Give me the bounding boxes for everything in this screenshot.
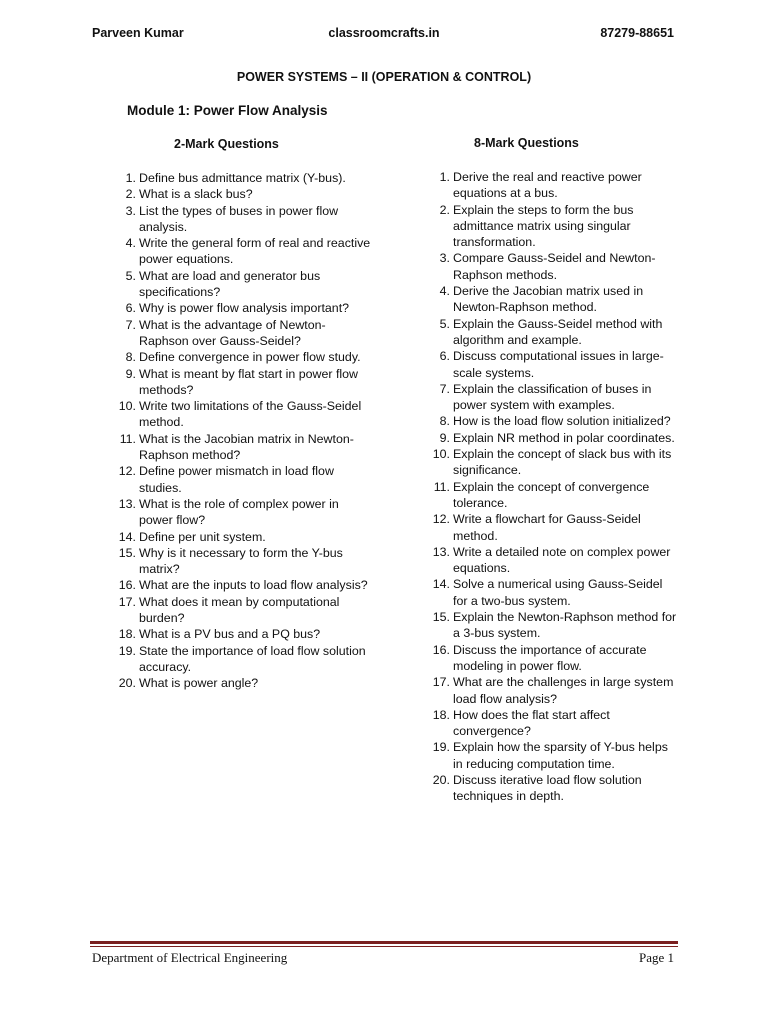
question-number: 14. [118,529,136,544]
question-text: Why is it necessary to form the Y-bus matrix? [139,545,343,577]
question-number: 11. [433,479,450,494]
question-item [112,349,374,365]
document-title: POWER SYSTEMS – II (OPERATION & CONTROL) [236,70,532,84]
question-item [426,544,678,577]
question-number: 10. [432,447,450,462]
question-number: 8. [125,350,136,365]
question-text: How is the load flow solution initialized? [453,414,671,429]
question-item [112,366,374,399]
question-number: 8. [439,414,450,429]
question-text: Explain NR method in polar coordinates. [453,430,675,445]
question-item [112,431,374,464]
question-item [112,496,374,529]
question-item [112,300,374,316]
question-text: What is a slack bus? [139,187,253,202]
question-number: 1. [439,170,450,184]
question-text: Explain the steps to form the bus admittance matrix using singular transformation. [453,202,634,250]
two-mark-question-list [112,170,374,692]
two-mark-heading: 2-Mark Questions [174,137,279,151]
question-text: Define convergence in power flow study. [139,350,361,365]
question-number: 2. [439,202,450,217]
question-number: 9. [439,430,450,445]
question-item [112,577,374,593]
question-number: 3. [439,251,450,266]
eight-mark-heading: 8-Mark Questions [474,136,579,150]
module-heading: Module 1: Power Flow Analysis [127,103,328,118]
footer-rule-thin [90,946,678,947]
question-text: Compare Gauss-Seidel and Newton-Raphson methods. [453,251,656,282]
question-item [426,169,678,202]
question-text: Explain the concept of slack bus with its significance. [453,447,672,478]
question-text: Explain the Newton-Raphson method for a 3-bus system. [453,610,677,641]
question-item [426,479,678,512]
question-item [112,170,374,186]
question-number: 17. [118,594,136,609]
question-text: List the types of buses in power flow analysis. [139,203,339,234]
question-text: Write a flowchart for Gauss-Seidel method. [453,512,641,543]
header-phone: 87279-88651 [600,26,674,40]
question-item [426,772,678,805]
question-text: Discuss computational issues in large-scale systems. [453,349,664,380]
question-item [112,203,374,236]
question-item [112,317,374,350]
eight-mark-question-list [426,169,678,805]
question-number: 15. [432,610,450,625]
question-text: What is the role of complex power in power flow? [139,496,339,528]
question-item [426,430,678,446]
question-text: Explain the Gauss-Seidel method with algorithm and example. [453,316,663,347]
question-number: 5. [439,316,450,331]
question-text: Discuss iterative load flow solution techniques in depth. [453,772,642,804]
question-item [112,235,374,268]
question-number: 15. [118,545,136,560]
question-item [426,511,678,544]
question-number: 20. [432,772,450,787]
question-number: 14. [432,577,450,592]
question-number: 17. [432,675,450,690]
question-text: Explain how the sparsity of Y-bus helps in reducing computation time. [453,740,668,771]
footer-rule-thick [90,941,678,944]
footer-page-number: Page 1 [638,950,674,965]
question-number: 19. [432,740,450,755]
question-number: 1. [125,171,136,185]
question-number: 12. [118,464,136,479]
question-item [426,609,678,642]
question-text: How does the flat start affect convergence? [453,707,610,739]
question-text: What is the advantage of Newton-Raphson over Gauss-Seidel? [139,317,326,348]
question-text: Define bus admittance matrix (Y-bus). [139,171,346,185]
question-number: 7. [439,381,450,396]
header-author: Parveen Kumar [92,26,184,40]
question-number: 5. [125,268,136,283]
question-text: Discuss the importance of accurate modeling in power flow. [453,642,647,673]
question-item [426,202,678,251]
question-item [112,626,374,642]
question-number: 13. [432,544,450,559]
question-text: Define power mismatch in load flow studies. [139,464,334,495]
question-text: Explain the classification of buses in power system with examples. [453,381,652,413]
question-text: Write the general form of real and reactive power equations. [139,236,371,267]
question-text: What are the challenges in large system load flow analysis? [453,675,674,706]
question-text: What is the Jacobian matrix in Newton-Raphson method? [139,431,354,463]
question-text: Explain the concept of convergence tolerance. [453,479,650,510]
question-text: Write two limitations of the Gauss-Seidel method. [139,399,362,430]
question-item [426,674,678,707]
question-item [426,381,678,414]
question-number: 2. [125,187,136,202]
question-number: 11. [119,431,136,446]
question-text: What are load and generator bus specifications? [139,268,321,300]
question-text: What are the inputs to load flow analysis? [139,578,368,593]
question-number: 4. [125,236,136,251]
question-item [426,707,678,740]
question-item [426,576,678,609]
question-item [426,413,678,429]
question-number: 19. [118,643,136,658]
header-site: classroomcrafts.in [328,26,440,40]
question-item [426,642,678,675]
question-text: What is power angle? [139,676,259,691]
question-item [112,643,374,676]
question-item [426,250,678,283]
question-number: 6. [125,301,136,316]
question-number: 7. [125,317,136,332]
question-item [112,594,374,627]
question-text: What is meant by flat start in power flow methods? [139,366,358,397]
question-number: 18. [432,707,450,722]
question-number: 4. [439,284,450,299]
question-item [426,446,678,479]
question-number: 3. [125,203,136,218]
question-item [112,186,374,202]
question-text: Derive the real and reactive power equations at a bus. [453,170,642,201]
footer-department: Department of Electrical Engineering [92,950,288,965]
question-item [112,545,374,578]
question-item [112,268,374,301]
question-item [112,463,374,496]
question-number: 16. [432,642,450,657]
question-item [112,398,374,431]
question-text: Write a detailed note on complex power equations. [453,544,671,576]
question-text: State the importance of load flow solution accuracy. [139,643,366,674]
question-item [112,529,374,545]
question-text: What does it mean by computational burden? [139,594,340,626]
question-number: 9. [125,366,136,381]
question-number: 12. [432,512,450,527]
question-item [426,739,678,772]
question-number: 10. [118,399,136,414]
question-number: 16. [118,578,136,593]
question-text: Solve a numerical using Gauss-Seidel for a two-bus system. [453,577,663,608]
question-number: 18. [118,627,136,642]
question-item [426,348,678,381]
question-item [112,675,374,691]
question-number: 20. [118,676,136,691]
question-item [426,316,678,349]
question-item [426,283,678,316]
question-text: What is a PV bus and a PQ bus? [139,627,321,642]
question-text: Why is power flow analysis important? [139,301,350,316]
question-text: Derive the Jacobian matrix used in Newton-Raphson method. [453,284,644,315]
question-text: Define per unit system. [139,529,266,544]
question-number: 13. [118,496,136,511]
question-number: 6. [439,349,450,364]
